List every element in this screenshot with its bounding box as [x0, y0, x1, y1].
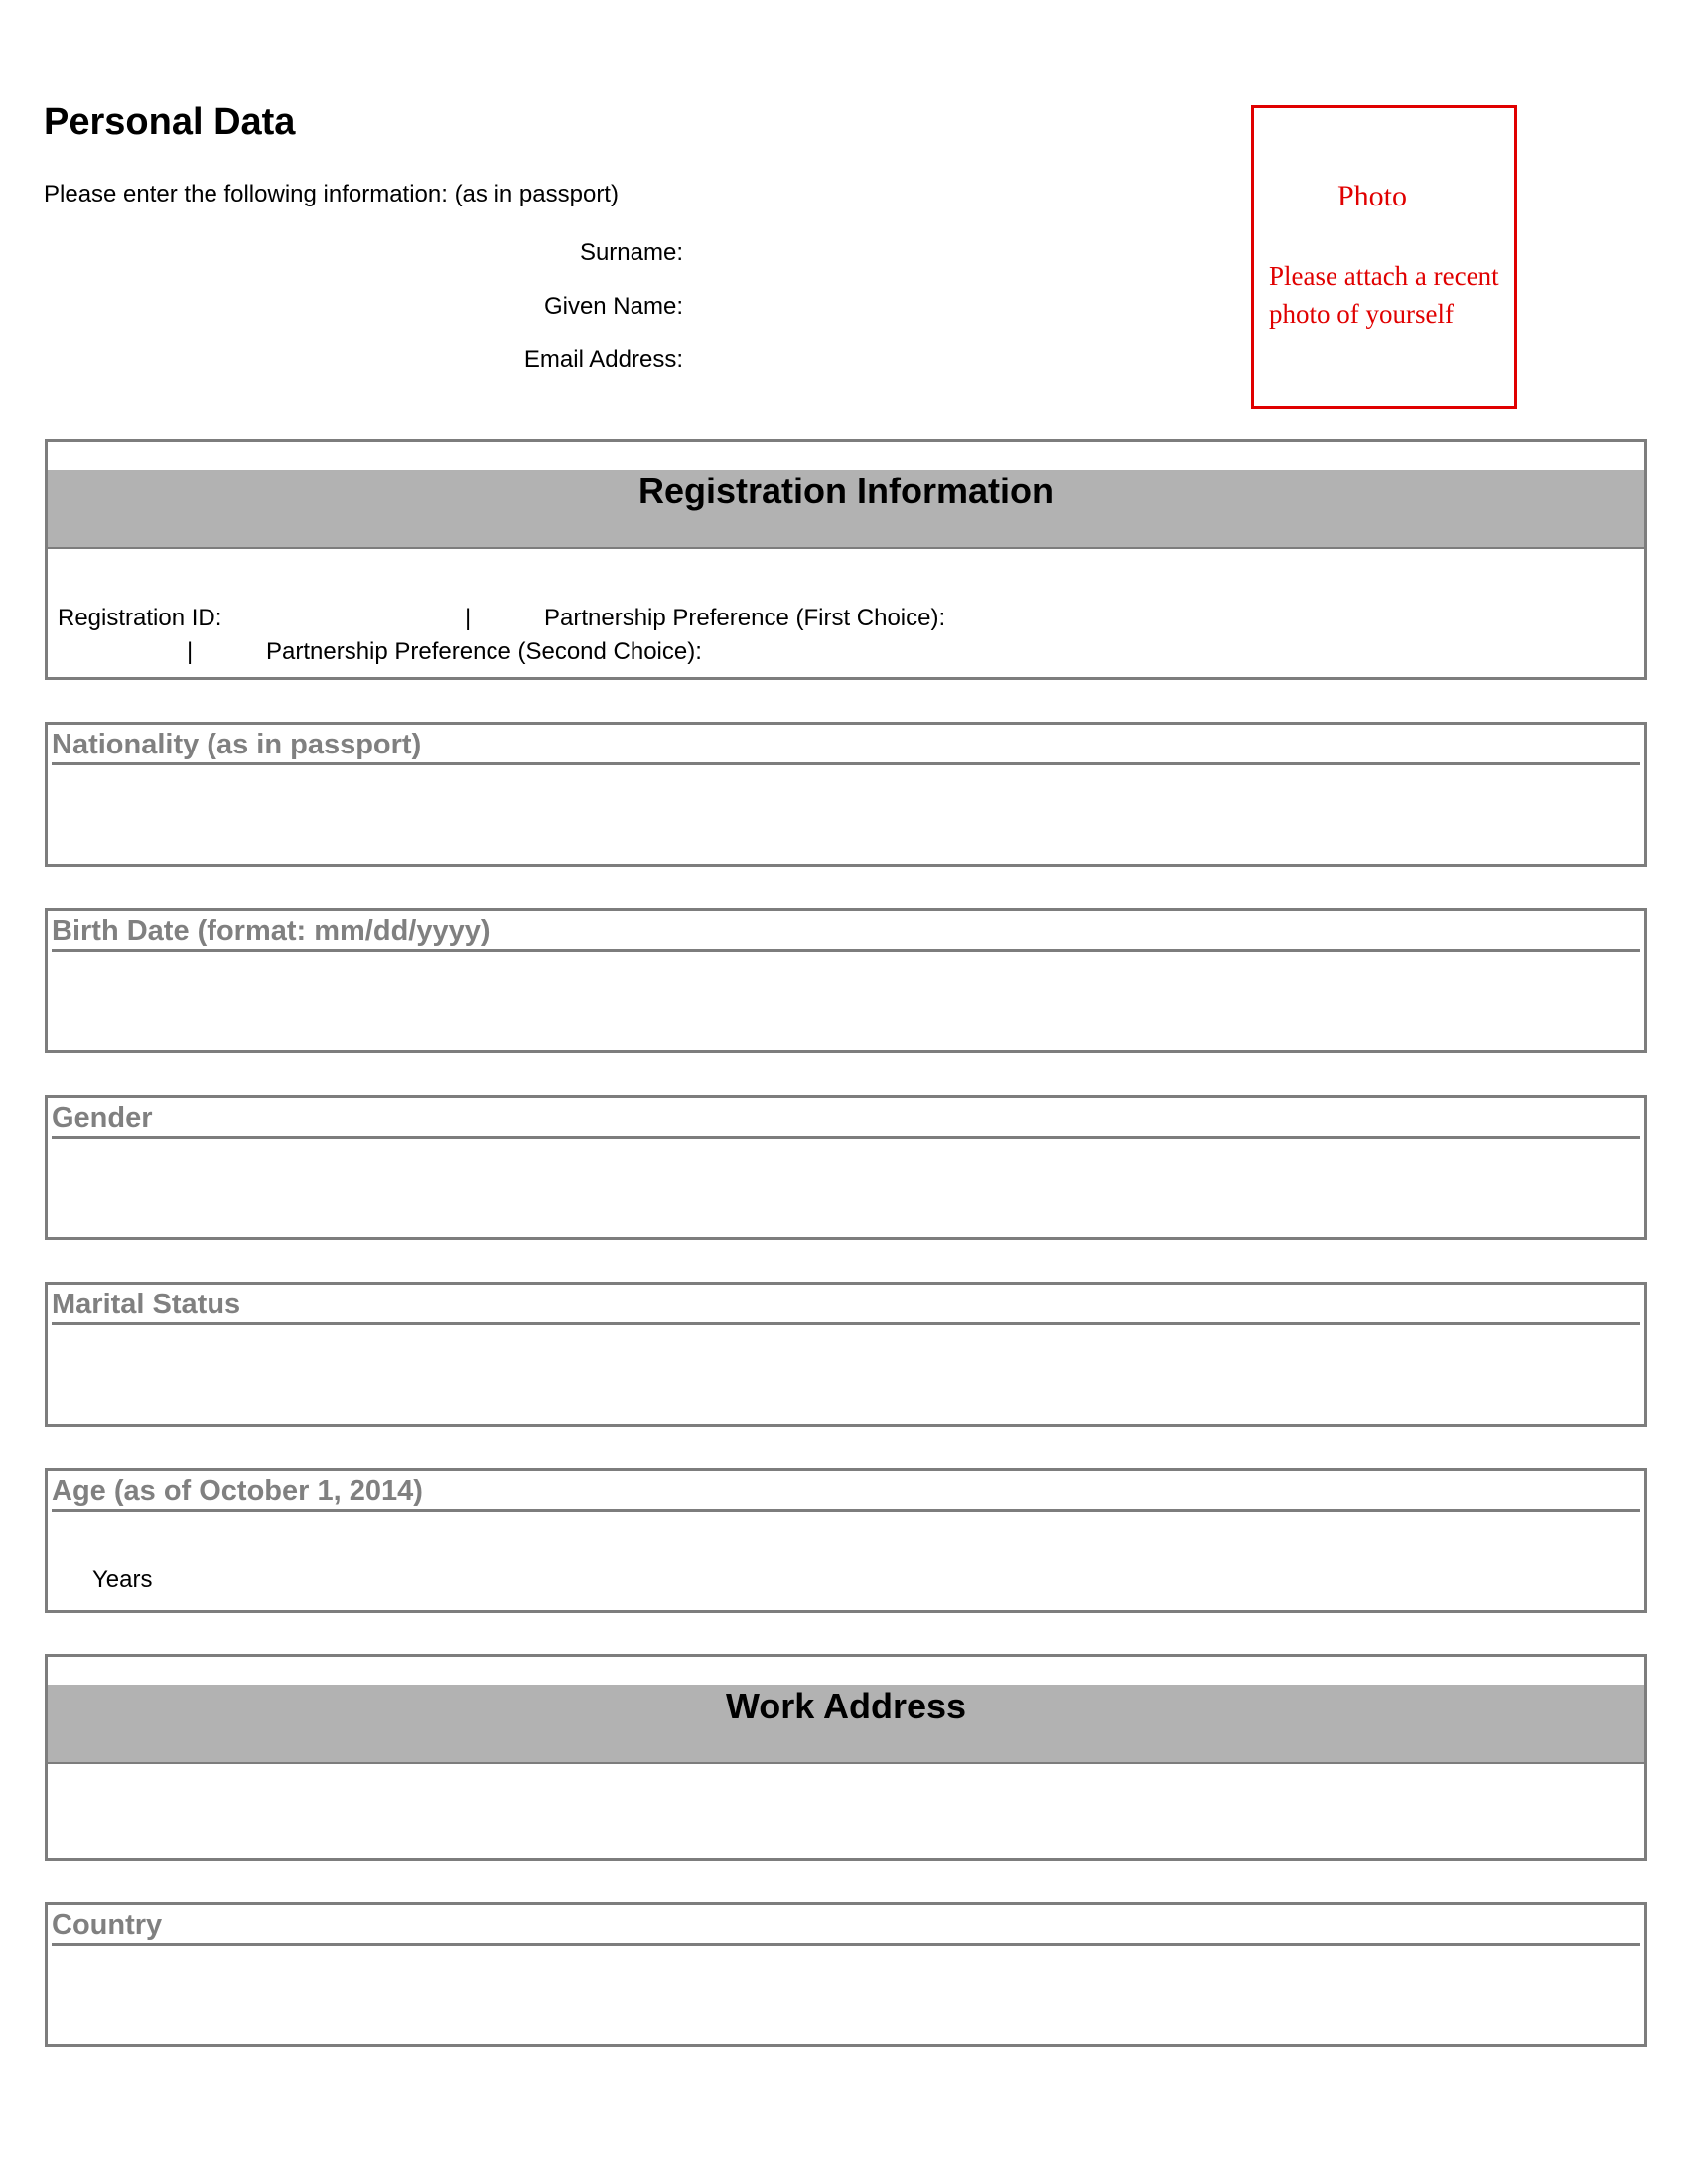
country-label: Country [52, 1907, 1640, 1946]
age-unit: Years [92, 1567, 153, 1593]
registration-id-label: Registration ID: [58, 605, 222, 631]
surname-label: Surname: [579, 239, 683, 266]
registration-section [45, 439, 1647, 680]
birth-date-label: Birth Date (format: mm/dd/yyyy) [52, 913, 1640, 952]
nationality-label: Nationality (as in passport) [52, 727, 1640, 765]
gender-label: Gender [52, 1100, 1640, 1139]
given-name-label: Given Name: [543, 293, 683, 320]
second-choice-label: Partnership Preference (Second Choice): [266, 638, 702, 665]
age-label: Age (as of October 1, 2014) [52, 1473, 1640, 1512]
photo-title: Photo [1337, 180, 1408, 212]
email-label: Email Address: [523, 346, 683, 373]
registration-heading-text: Registration Information [637, 471, 1054, 511]
photo-placeholder[interactable] [1251, 105, 1517, 409]
registration-heading [48, 470, 1644, 549]
birth-date-field[interactable] [45, 908, 1647, 1053]
country-field[interactable] [45, 1902, 1647, 2047]
photo-note: Please attach a recent photo of yourself [1269, 261, 1499, 329]
gender-field[interactable] [45, 1095, 1647, 1240]
age-field[interactable] [45, 1468, 1647, 1613]
separator: | [187, 638, 194, 665]
nationality-field[interactable] [45, 722, 1647, 867]
marital-status-label: Marital Status [52, 1287, 1640, 1325]
separator: | [465, 605, 472, 631]
work-address-heading-text: Work Address [725, 1686, 967, 1726]
marital-status-field[interactable] [45, 1282, 1647, 1427]
page-title: Personal Data [44, 101, 296, 143]
work-address-heading [48, 1685, 1644, 1764]
first-choice-label: Partnership Preference (First Choice): [544, 605, 946, 631]
intro-text: Please enter the following information: (as in passport) [44, 181, 619, 207]
work-address-section[interactable] [45, 1654, 1647, 1861]
